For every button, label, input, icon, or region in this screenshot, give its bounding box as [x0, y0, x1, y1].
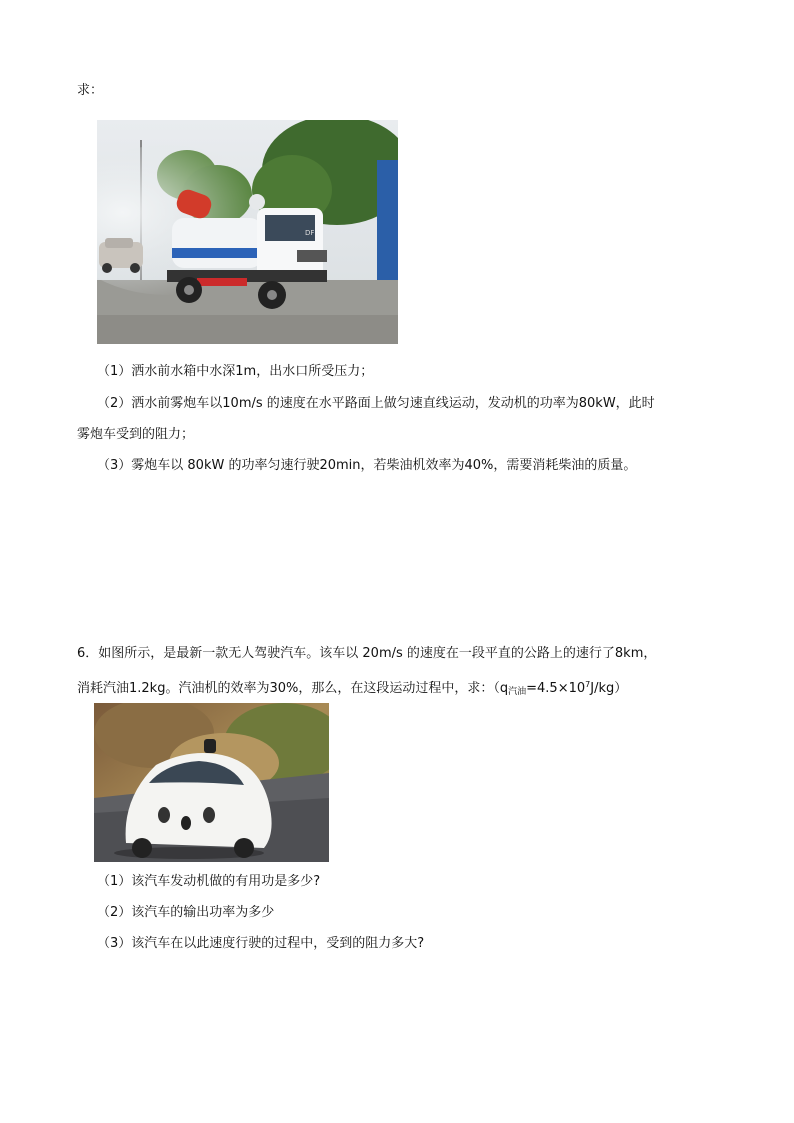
- q6-exponent: 7: [585, 680, 591, 689]
- q6-item-2: （2）该汽车的输出功率为多少: [97, 905, 275, 920]
- fog-cannon-truck-photo: [97, 120, 398, 344]
- q5-item-1: （1）洒水前水箱中水深1m，出水口所受压力；: [97, 364, 374, 379]
- q6-heat-value: =4.5×10: [526, 681, 586, 696]
- q5-intro: 求：: [77, 83, 104, 98]
- q6-stem-line-1: 6．如图所示，是最新一款无人驾驶汽车。该车以 20m/s 的速度在一段平直的公路上的速行了8km，: [77, 646, 657, 661]
- q6-item-1: （1）该汽车发动机做的有用功是多少?: [97, 874, 321, 889]
- q6-unit: J/kg）: [590, 681, 628, 696]
- q5-item-2: （2）洒水前雾炮车以10m/s 的速度在水平路面上做匀速直线运动，发动机的功率为80kW，此时: [97, 396, 655, 411]
- q6-stem-line-2: [77, 677, 627, 700]
- truck-plate-text: DF: [305, 229, 315, 237]
- driverless-car-photo: [94, 703, 329, 862]
- q6-subscript-gasoline: 汽油: [508, 687, 527, 697]
- q6-item-3: （3）该汽车在以此速度行驶的过程中，受到的阻力多大?: [97, 936, 425, 951]
- fog-cannon-truck-illustration: [97, 120, 398, 344]
- driverless-car-illustration: [94, 703, 329, 862]
- q6-stem-text: 消耗汽油1.2kg。汽油机的效率为30%，那么，在这段运动过程中，求：（q: [77, 681, 509, 696]
- q5-item-2-cont: 雾炮车受到的阻力；: [77, 427, 195, 442]
- q5-item-3: （3）雾炮车以 80kW 的功率匀速行驶20min，若柴油机效率为40%，需要消耗柴油的质量。: [97, 458, 637, 473]
